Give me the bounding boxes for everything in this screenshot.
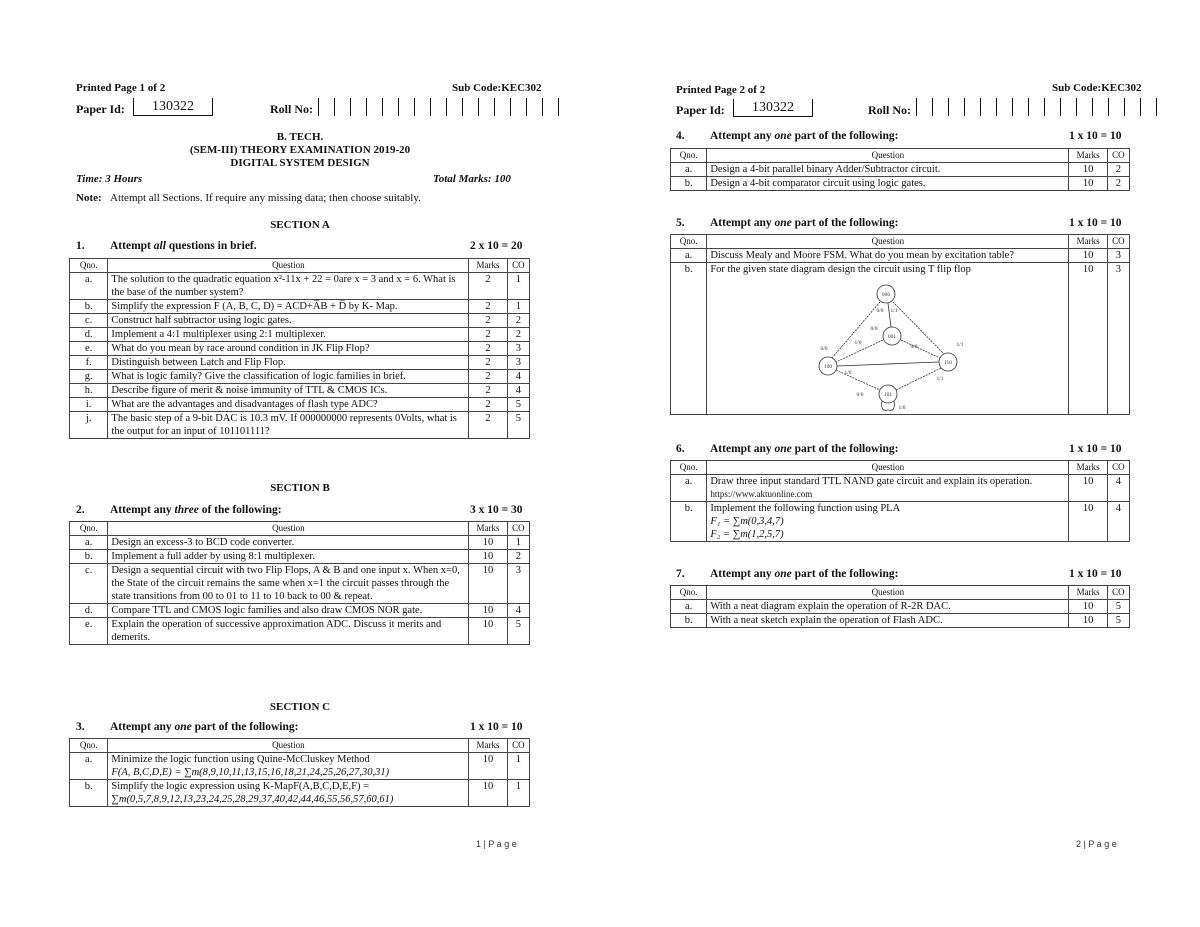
state-label: 000 bbox=[881, 292, 891, 298]
q2-title: Attempt any three of the following: bbox=[110, 504, 282, 516]
paper-id-label: Paper Id: bbox=[76, 102, 125, 116]
q1-number: 1. bbox=[76, 240, 85, 252]
q7-row bbox=[671, 614, 1130, 628]
paper-id-label: Paper Id: bbox=[676, 103, 725, 117]
roll-no-cell[interactable] bbox=[398, 98, 414, 116]
question-cell: Describe figure of merit & noise immunity of TTL & CMOS ICs. bbox=[108, 384, 469, 398]
q5-title: Attempt any one part of the following: bbox=[710, 217, 899, 229]
header-qno: Qno. bbox=[70, 259, 108, 273]
marks-cell: 10 bbox=[469, 536, 507, 550]
edge-label: 0/0 bbox=[870, 326, 878, 332]
q5-marks: 1 x 10 = 10 bbox=[1069, 217, 1122, 229]
roll-no-cell[interactable] bbox=[350, 98, 366, 116]
marks-cell: 2 bbox=[469, 398, 507, 412]
roll-no-cell[interactable] bbox=[542, 98, 559, 116]
q4-row bbox=[671, 163, 1130, 177]
header-marks: Marks bbox=[469, 739, 507, 753]
roll-no-cell[interactable] bbox=[526, 98, 542, 116]
question-cell: Implement a 4:1 multiplexer using 2:1 multiplexer. bbox=[108, 328, 469, 342]
question-cell: Explain the operation of successive approximation ADC. Discuss it merits and demerits. bbox=[108, 618, 469, 645]
header-question: Question bbox=[707, 586, 1069, 600]
q7-row bbox=[671, 600, 1130, 614]
marks-cell: 2 bbox=[469, 384, 507, 398]
roll-no-cell[interactable] bbox=[334, 98, 350, 116]
header-marks: Marks bbox=[1069, 461, 1107, 475]
roll-no-label: Roll No: bbox=[868, 103, 911, 117]
total-marks-label: Total Marks: 100 bbox=[433, 173, 511, 185]
question-cell: Compare TTL and CMOS logic families and also draw CMOS NOR gate. bbox=[108, 604, 469, 618]
q4-marks: 1 x 10 = 10 bbox=[1069, 130, 1122, 142]
q4-row bbox=[671, 177, 1130, 191]
question-cell: Design an excess-3 to BCD code converter. bbox=[108, 536, 469, 550]
qno-cell: g. bbox=[70, 370, 108, 384]
header-question: Question bbox=[707, 461, 1069, 475]
marks-cell: 10 bbox=[469, 550, 507, 564]
question-cell: Simplify the expression F (A, B, C, D) = ACD+A̅B + D̅ by K- Map. bbox=[108, 300, 469, 314]
qno-cell: b. bbox=[671, 502, 707, 542]
header-co: CO bbox=[507, 739, 529, 753]
q2-row bbox=[70, 550, 530, 564]
co-cell: 4 bbox=[1107, 502, 1129, 542]
roll-no-cell[interactable] bbox=[382, 98, 398, 116]
question-cell: Construct half subtractor using logic gates. bbox=[108, 314, 469, 328]
marks-cell: 2 bbox=[469, 314, 507, 328]
roll-no-cell[interactable] bbox=[1060, 98, 1076, 116]
q7-number: 7. bbox=[676, 568, 685, 580]
co-cell: 1 bbox=[507, 273, 529, 300]
paper-id-box: 130322 bbox=[133, 98, 213, 116]
edge-label: 1/1 bbox=[936, 376, 944, 382]
edge-label: 0/0 bbox=[876, 308, 884, 314]
marks-cell: 2 bbox=[469, 300, 507, 314]
q1-row bbox=[70, 412, 530, 439]
question-cell: Design a 4-bit comparator circuit using logic gates. bbox=[707, 177, 1069, 191]
note-label: Note: bbox=[76, 192, 102, 204]
marks-cell: 10 bbox=[469, 604, 507, 618]
marks-cell: 2 bbox=[469, 273, 507, 300]
roll-no-cell[interactable] bbox=[446, 98, 462, 116]
roll-no-cell[interactable] bbox=[430, 98, 446, 116]
exam-page-2 bbox=[600, 0, 1200, 927]
q1-row bbox=[70, 328, 530, 342]
header-marks: Marks bbox=[469, 259, 507, 273]
q5-number: 5. bbox=[676, 217, 685, 229]
header-question: Question bbox=[707, 235, 1069, 249]
q4-table bbox=[670, 148, 1130, 191]
qno-cell: e. bbox=[70, 618, 108, 645]
q7-title: Attempt any one part of the following: bbox=[710, 568, 899, 580]
qno-cell: a. bbox=[671, 163, 707, 177]
question-cell bbox=[108, 780, 469, 807]
header-question: Question bbox=[108, 259, 469, 273]
question-cell: What do you mean by race around condition in JK Flip Flop? bbox=[108, 342, 469, 356]
qno-cell: e. bbox=[70, 342, 108, 356]
roll-no-cell[interactable] bbox=[916, 98, 932, 116]
question-cell bbox=[108, 753, 469, 780]
q1-marks: 2 x 10 = 20 bbox=[470, 240, 523, 252]
q7-table bbox=[670, 585, 1130, 628]
marks-cell: 10 bbox=[1069, 475, 1107, 502]
roll-no-cell[interactable] bbox=[1140, 98, 1157, 116]
section-b-heading: SECTION B bbox=[270, 482, 330, 494]
q3-table bbox=[69, 738, 530, 807]
state-label: 001 bbox=[887, 334, 897, 340]
header-qno: Qno. bbox=[671, 461, 707, 475]
page-footer: 1 | P a g e bbox=[476, 839, 517, 849]
roll-no-cell[interactable] bbox=[366, 98, 382, 116]
q2-table bbox=[69, 521, 530, 645]
header-co: CO bbox=[1107, 149, 1129, 163]
q1-row bbox=[70, 384, 530, 398]
q2-row bbox=[70, 536, 530, 550]
header-qno: Qno. bbox=[671, 235, 707, 249]
section-a-heading: SECTION A bbox=[270, 219, 330, 231]
co-cell: 5 bbox=[507, 412, 529, 439]
marks-cell: 10 bbox=[1069, 263, 1107, 415]
roll-no-cell[interactable] bbox=[510, 98, 526, 116]
header-co: CO bbox=[1107, 235, 1129, 249]
q6-row-b bbox=[671, 502, 1130, 542]
header-marks: Marks bbox=[1069, 235, 1107, 249]
roll-no-cell[interactable] bbox=[1124, 98, 1140, 116]
question-text: Implement the following function using PLA bbox=[710, 503, 901, 514]
qno-cell: d. bbox=[70, 328, 108, 342]
qno-cell: j. bbox=[70, 412, 108, 439]
course-title: B. TECH. bbox=[276, 131, 324, 143]
marks-cell: 10 bbox=[469, 618, 507, 645]
co-cell: 5 bbox=[1107, 614, 1129, 628]
question-text: Simplify the logic expression using K-MapF(A,B,C,D,E,F) = bbox=[111, 781, 370, 792]
state-label: 100 bbox=[823, 364, 833, 370]
qno-cell: b. bbox=[671, 263, 707, 415]
co-cell: 1 bbox=[507, 753, 529, 780]
printed-page-label: Printed Page 2 of 2 bbox=[676, 84, 766, 96]
q2-row bbox=[70, 618, 530, 645]
roll-no-cell[interactable] bbox=[318, 98, 334, 116]
roll-no-cell[interactable] bbox=[932, 98, 948, 116]
co-cell: 4 bbox=[507, 604, 529, 618]
q3-row-a bbox=[70, 753, 530, 780]
q3-row-b bbox=[70, 780, 530, 807]
co-cell: 3 bbox=[1107, 249, 1129, 263]
qno-cell: a. bbox=[671, 600, 707, 614]
roll-no-cell[interactable] bbox=[1092, 98, 1108, 116]
marks-cell: 10 bbox=[469, 564, 507, 604]
question-cell: With a neat sketch explain the operation of Flash ADC. bbox=[707, 614, 1069, 628]
marks-cell: 2 bbox=[469, 356, 507, 370]
header-marks: Marks bbox=[1069, 586, 1107, 600]
state-label: 110 bbox=[943, 360, 953, 366]
edge-label: 0/0 bbox=[820, 346, 828, 352]
roll-no-cell[interactable] bbox=[980, 98, 996, 116]
roll-no-cell[interactable] bbox=[1044, 98, 1060, 116]
edge-label: 1/0 bbox=[844, 370, 852, 376]
roll-no-cell[interactable] bbox=[964, 98, 980, 116]
q1-row bbox=[70, 398, 530, 412]
q1-row bbox=[70, 356, 530, 370]
roll-no-cell[interactable] bbox=[1108, 98, 1124, 116]
marks-cell: 10 bbox=[469, 753, 507, 780]
q6-table bbox=[670, 460, 1130, 542]
co-cell: 5 bbox=[507, 618, 529, 645]
q2-number: 2. bbox=[76, 504, 85, 516]
roll-no-cell[interactable] bbox=[462, 98, 478, 116]
qno-cell: b. bbox=[70, 780, 108, 807]
header-qno: Qno. bbox=[70, 522, 108, 536]
header-qno: Qno. bbox=[70, 739, 108, 753]
marks-cell: 10 bbox=[1069, 177, 1107, 191]
marks-cell: 2 bbox=[469, 370, 507, 384]
roll-no-boxes bbox=[916, 98, 1157, 116]
qno-cell: c. bbox=[70, 314, 108, 328]
q6-title: Attempt any one part of the following: bbox=[710, 443, 899, 455]
edge-label: 1/0 bbox=[854, 340, 862, 346]
q7-marks: 1 x 10 = 10 bbox=[1069, 568, 1122, 580]
sub-code: Sub Code:KEC302 bbox=[1052, 82, 1142, 94]
qno-cell: h. bbox=[70, 384, 108, 398]
marks-cell: 10 bbox=[1069, 163, 1107, 177]
function-f2: F₂ = ∑m(1,2,5,7) bbox=[710, 529, 784, 540]
question-cell: The basic step of a 9-bit DAC is 10.3 mV. If 000000000 represents 0Volts, what is the output for an input of 101101111? bbox=[108, 412, 469, 439]
co-cell: 4 bbox=[1107, 475, 1129, 502]
state-label: 101 bbox=[883, 392, 893, 398]
q2-marks: 3 x 10 = 30 bbox=[470, 504, 523, 516]
question-cell: What is logic family? Give the classification of logic families in brief. bbox=[108, 370, 469, 384]
qno-cell: a. bbox=[70, 273, 108, 300]
header-question: Question bbox=[108, 522, 469, 536]
q1-row bbox=[70, 273, 530, 300]
co-cell: 5 bbox=[507, 398, 529, 412]
header-co: CO bbox=[507, 259, 529, 273]
qno-cell: b. bbox=[671, 177, 707, 191]
question-text: Minimize the logic function using Quine-McCluskey Method bbox=[111, 754, 370, 765]
roll-no-cell[interactable] bbox=[478, 98, 494, 116]
co-cell: 4 bbox=[507, 370, 529, 384]
edge-label: 0/0 bbox=[856, 392, 864, 398]
qno-cell: f. bbox=[70, 356, 108, 370]
roll-no-cell[interactable] bbox=[414, 98, 430, 116]
co-cell: 3 bbox=[1107, 263, 1129, 415]
sub-code: Sub Code:KEC302 bbox=[452, 82, 542, 94]
question-formula: ∑m(0,5,7,8,9,12,13,23,24,25,28,29,37,40,42,44,46,55,56,57,60,61) bbox=[111, 794, 394, 805]
marks-cell: 10 bbox=[469, 780, 507, 807]
paper-id-box: 130322 bbox=[733, 99, 813, 117]
header-qno: Qno. bbox=[671, 586, 707, 600]
q1-row bbox=[70, 314, 530, 328]
qno-cell: a. bbox=[671, 475, 707, 502]
edge-label: 1/1 bbox=[890, 308, 898, 314]
co-cell: 3 bbox=[507, 564, 529, 604]
q1-title: Attempt all questions in brief. bbox=[110, 240, 257, 252]
co-cell: 1 bbox=[507, 300, 529, 314]
q4-title: Attempt any one part of the following: bbox=[710, 130, 899, 142]
q4-number: 4. bbox=[676, 130, 685, 142]
roll-no-cell[interactable] bbox=[1012, 98, 1028, 116]
header-co: CO bbox=[1107, 586, 1129, 600]
q1-row bbox=[70, 342, 530, 356]
qno-cell: b. bbox=[671, 614, 707, 628]
edge-label: 1/0 bbox=[898, 405, 906, 411]
edge-label: 0/0 bbox=[910, 344, 918, 350]
note-text: Attempt all Sections. If require any missing data; then choose suitably. bbox=[110, 192, 421, 204]
q3-title: Attempt any one part of the following: bbox=[110, 721, 299, 733]
header-marks: Marks bbox=[469, 522, 507, 536]
qno-cell: a. bbox=[671, 249, 707, 263]
co-cell: 2 bbox=[1107, 177, 1129, 191]
q1-row bbox=[70, 300, 530, 314]
co-cell: 2 bbox=[1107, 163, 1129, 177]
question-cell: With a neat diagram explain the operation of R-2R DAC. bbox=[707, 600, 1069, 614]
source-link[interactable]: https://www.aktuonline.com bbox=[710, 489, 813, 499]
co-cell: 3 bbox=[507, 356, 529, 370]
co-cell: 2 bbox=[507, 314, 529, 328]
marks-cell: 2 bbox=[469, 342, 507, 356]
roll-no-cell[interactable] bbox=[494, 98, 510, 116]
marks-cell: 10 bbox=[1069, 502, 1107, 542]
marks-cell: 2 bbox=[469, 412, 507, 439]
page-footer: 2 | P a g e bbox=[1076, 839, 1117, 849]
marks-cell: 10 bbox=[1069, 600, 1107, 614]
marks-cell: 10 bbox=[1069, 249, 1107, 263]
qno-cell: a. bbox=[70, 536, 108, 550]
edge-label: 1/1 bbox=[956, 342, 964, 348]
co-cell: 5 bbox=[1107, 600, 1129, 614]
qno-cell: b. bbox=[70, 300, 108, 314]
time-label: Time: 3 Hours bbox=[76, 173, 143, 185]
question-cell: Distinguish between Latch and Flip Flop. bbox=[108, 356, 469, 370]
section-c-heading: SECTION C bbox=[269, 701, 331, 713]
header-co: CO bbox=[1107, 461, 1129, 475]
qno-cell: a. bbox=[70, 753, 108, 780]
question-cell: Discuss Mealy and Moore FSM. What do you mean by excitation table? bbox=[707, 249, 1069, 263]
q6-number: 6. bbox=[676, 443, 685, 455]
marks-cell: 2 bbox=[469, 328, 507, 342]
roll-no-label: Roll No: bbox=[270, 102, 313, 116]
q2-row bbox=[70, 564, 530, 604]
question-text: For the given state diagram design the circuit using T flip flop bbox=[710, 264, 971, 275]
q3-marks: 1 x 10 = 10 bbox=[470, 721, 523, 733]
co-cell: 3 bbox=[507, 342, 529, 356]
exam-title: (SEM-III) THEORY EXAMINATION 2019-20 bbox=[189, 144, 411, 156]
header-qno: Qno. bbox=[671, 149, 707, 163]
q1-table bbox=[69, 258, 530, 439]
marks-cell: 10 bbox=[1069, 614, 1107, 628]
q3-number: 3. bbox=[76, 721, 85, 733]
qno-cell: c. bbox=[70, 564, 108, 604]
question-cell: The solution to the quadratic equation x²-11x + 22 = 0are x = 3 and x = 6. What is the base of the number system? bbox=[108, 273, 469, 300]
question-text: Draw three input standard TTL NAND gate circuit and explain its operation. bbox=[710, 476, 1033, 487]
question-cell: Design a 4-bit parallel binary Adder/Subtractor circuit. bbox=[707, 163, 1069, 177]
co-cell: 2 bbox=[507, 550, 529, 564]
header-question: Question bbox=[707, 149, 1069, 163]
q1-row bbox=[70, 370, 530, 384]
q6-marks: 1 x 10 = 10 bbox=[1069, 443, 1122, 455]
header-co: CO bbox=[507, 522, 529, 536]
qno-cell: d. bbox=[70, 604, 108, 618]
header-marks: Marks bbox=[1069, 149, 1107, 163]
co-cell: 1 bbox=[507, 536, 529, 550]
question-cell: Design a sequential circuit with two Flip Flops, A & B and one input x. When x=0, the State of the circuit remains the same when x=1 the circuit passes through the state transitions from 00 to 01 to 11 to 10 back to 00 & repeat. bbox=[108, 564, 469, 604]
co-cell: 4 bbox=[507, 384, 529, 398]
roll-no-cell[interactable] bbox=[996, 98, 1012, 116]
co-cell: 1 bbox=[507, 780, 529, 807]
qno-cell: b. bbox=[70, 550, 108, 564]
question-cell bbox=[707, 475, 1069, 502]
question-cell: Implement a full adder by using 8:1 multiplexer. bbox=[108, 550, 469, 564]
question-cell: What are the advantages and disadvantages of flash type ADC? bbox=[108, 398, 469, 412]
question-formula: F(A, B,C,D,E) = ∑m(8,9,10,11,13,15,16,18,21,24,25,26,27,30,31) bbox=[111, 767, 390, 778]
question-cell bbox=[707, 502, 1069, 542]
co-cell: 2 bbox=[507, 328, 529, 342]
q2-row bbox=[70, 604, 530, 618]
q6-row-a bbox=[671, 475, 1130, 502]
qno-cell: i. bbox=[70, 398, 108, 412]
state-diagram bbox=[810, 282, 970, 414]
function-f1: F₁ = ∑m(0,3,4,7) bbox=[710, 516, 784, 527]
header-question: Question bbox=[108, 739, 469, 753]
roll-no-boxes bbox=[318, 98, 559, 116]
q5-row-a bbox=[671, 249, 1130, 263]
printed-page-label: Printed Page 1 of 2 bbox=[76, 82, 166, 94]
roll-no-cell[interactable] bbox=[1076, 98, 1092, 116]
roll-no-cell[interactable] bbox=[1028, 98, 1044, 116]
subject-title: DIGITAL SYSTEM DESIGN bbox=[230, 157, 370, 169]
roll-no-cell[interactable] bbox=[948, 98, 964, 116]
